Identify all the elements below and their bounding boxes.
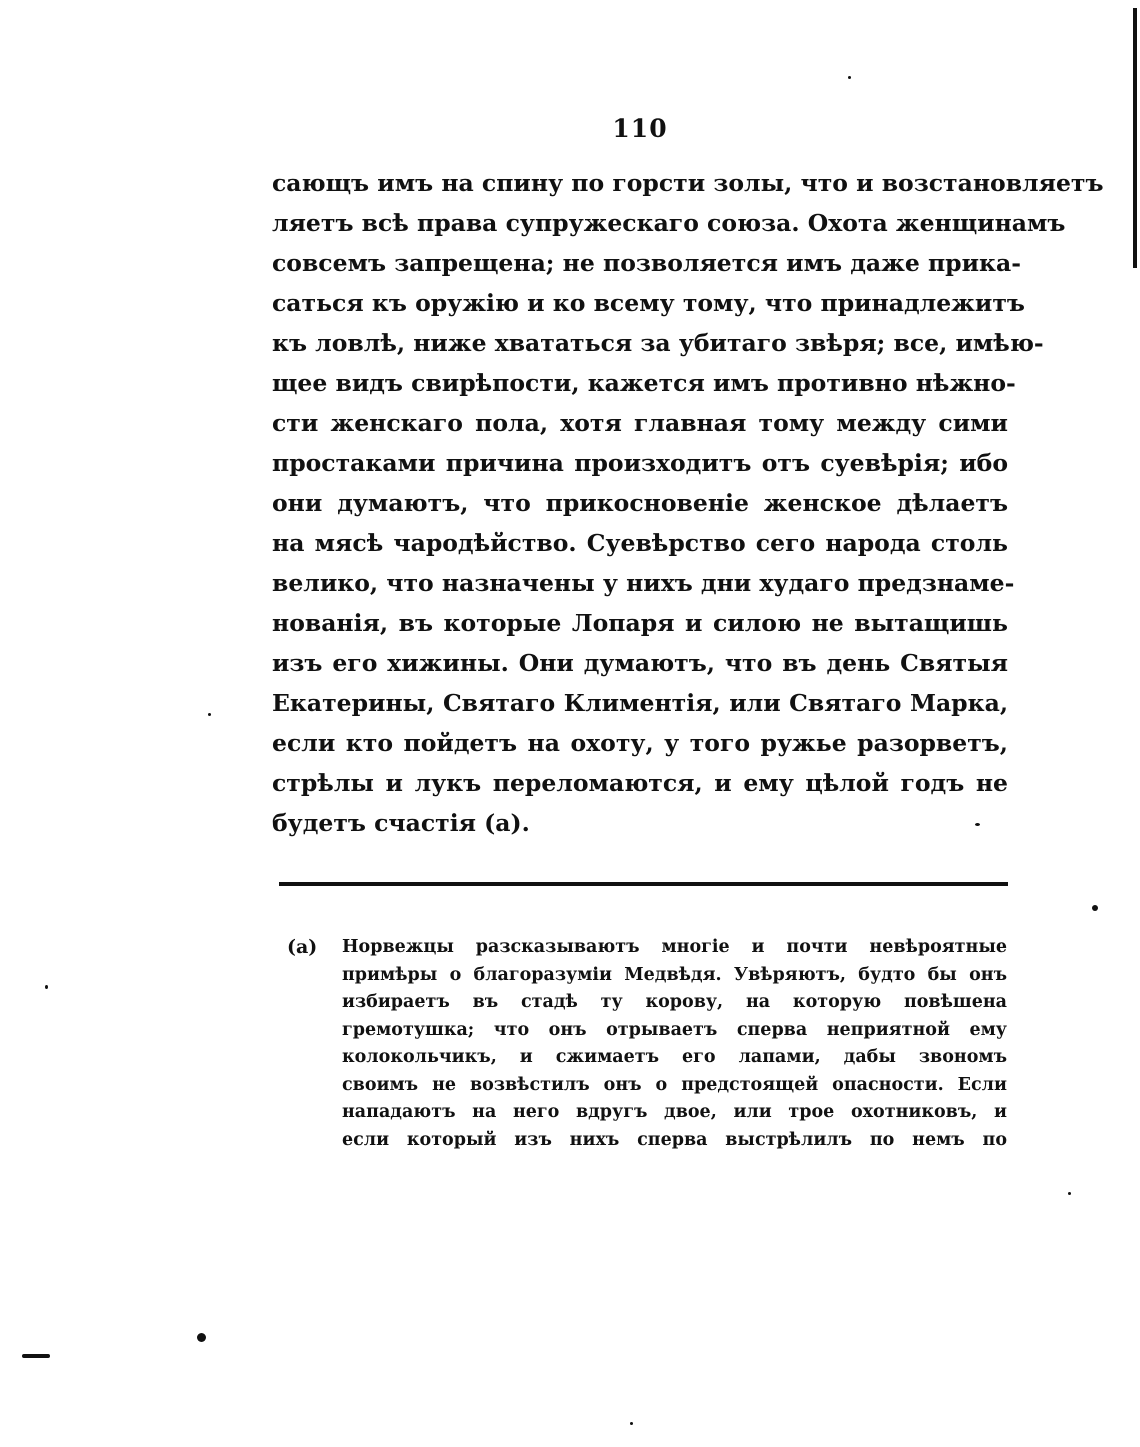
text-line: на мясѣ чародѣйство. Суевѣрство сего народа столь — [272, 529, 1008, 557]
text-line: стрѣлы и лукъ переломаются, и ему цѣлой годъ не — [272, 769, 1008, 797]
text-line: велико, что назначены у нихъ дни худаго предзнаме- — [272, 569, 1015, 597]
scan-speck — [1092, 905, 1098, 911]
text-line: простаками причина произходитъ отъ суевѣрія; ибо — [272, 449, 1008, 477]
text-line: сти женскаго пола, хотя главная тому между сими — [272, 409, 1008, 437]
text-line: саться къ оружію и ко всему тому, что принадлежитъ — [272, 289, 1025, 317]
scan-speck — [848, 76, 851, 79]
footnote-body — [342, 934, 1007, 1154]
text-line: будетъ счастія (а). — [272, 809, 530, 837]
footnote-separator-rule — [279, 882, 1008, 886]
text-line: совсемъ запрещена; не позволяется имъ даже прика- — [272, 249, 1021, 277]
scan-speck — [197, 1333, 206, 1342]
scan-speck — [45, 985, 48, 989]
text-line: Екатерины, Святаго Климентія, или Святаго Марка, — [272, 689, 1008, 717]
footnote-line: нападаютъ на него вдругъ двое, или трое охотниковъ, и — [342, 1102, 1007, 1122]
page-number: 110 — [612, 114, 668, 143]
text-line: изъ его хижины. Они думаютъ, что въ день Святыя — [272, 649, 1008, 677]
footnote-line: своимъ не возвѣстилъ онъ о предстоящей опасности. Если — [342, 1074, 1007, 1095]
footnote-line: примѣры о благоразуміи Медвѣдя. Увѣряютъ, будто бы онъ — [342, 964, 1007, 985]
footnote-line: гремотушка; что онъ отрываетъ сперва неприятной ему — [342, 1019, 1007, 1040]
scan-speck — [208, 713, 211, 716]
text-line: если кто пойдетъ на охоту, у того ружье разорветъ, — [272, 729, 1008, 757]
text-line: ляетъ всѣ права супружескаго союза. Охота женщинамъ — [272, 209, 1066, 237]
scan-speck — [630, 1422, 633, 1425]
scan-speck — [975, 823, 980, 826]
footnote-marker: (а) — [287, 936, 318, 958]
scan-speck — [1068, 1192, 1071, 1195]
main-text — [272, 163, 1104, 843]
footnote-line: Норвежцы разсказываютъ многіе и почти невѣроятные — [342, 937, 1007, 957]
scan-edge-line — [1133, 8, 1137, 268]
text-line: они думаютъ, что прикосновеніе женское дѣлаетъ — [272, 489, 1008, 517]
footnote-line: колокольчикъ, и сжимаетъ его лапами, дабы звономъ — [342, 1047, 1007, 1067]
footnote-line: избираетъ въ стадѣ ту корову, на которую повѣшена — [342, 992, 1007, 1012]
text-line: сающъ имъ на спину по горсти золы, что и возстановляетъ — [272, 169, 1104, 197]
text-line: къ ловлѣ, ниже хвататься за убитаго звѣря; все, имѣю- — [272, 329, 1044, 357]
text-line: щее видъ свирѣпости, кажется имъ противно нѣжно- — [272, 369, 1016, 397]
footnote-line: если который изъ нихъ сперва выстрѣлилъ по немъ по — [342, 1129, 1007, 1150]
text-line: нованія, въ которые Лопаря и силою не вытащишь — [272, 609, 1008, 637]
scan-mark — [22, 1354, 50, 1358]
